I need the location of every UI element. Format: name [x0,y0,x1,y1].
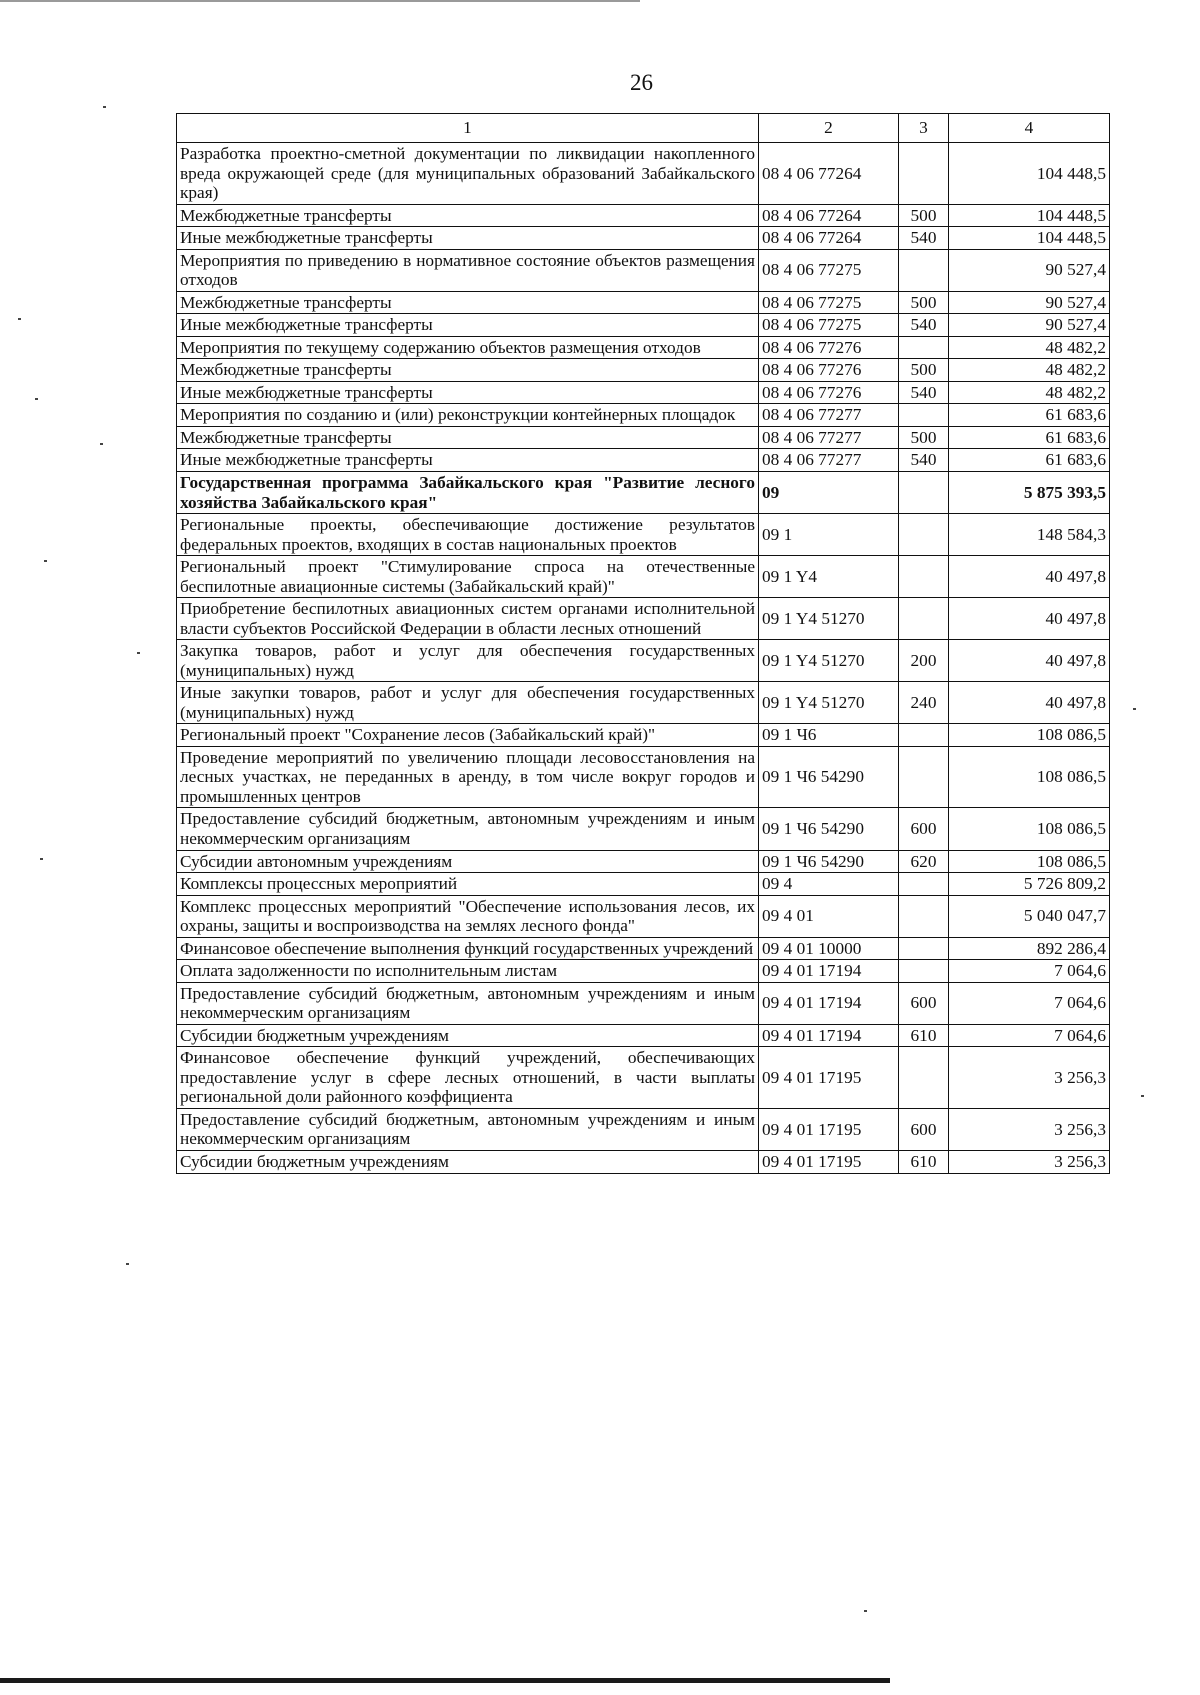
row-sum-cell: 108 086,5 [949,724,1110,747]
row-name-cell: Мероприятия по текущему содержанию объектов размещения отходов [177,336,759,359]
row-expense-type-cell: 540 [899,449,949,472]
scan-speck [1133,708,1136,710]
row-expense-type-cell: 500 [899,291,949,314]
row-sum-cell: 104 448,5 [949,227,1110,250]
scan-speck [35,398,38,400]
row-code-cell: 08 4 06 77277 [759,426,899,449]
table-row [177,314,1110,337]
table-row [177,556,1110,598]
row-name-cell: Проведение мероприятий по увеличению площади лесовосстановления на лесных участках, не переданных в аренду, в том числе вокруг городов и промышленных центров [177,746,759,808]
row-name-cell: Межбюджетные трансферты [177,291,759,314]
scan-speck [103,106,106,108]
row-sum-cell: 108 086,5 [949,746,1110,808]
table-row [177,960,1110,983]
row-name-cell: Региональный проект "Стимулирование спроса на отечественные беспилотные авиационные системы (Забайкальский край)" [177,556,759,598]
row-code-cell: 08 4 06 77275 [759,249,899,291]
row-code-cell: 08 4 06 77276 [759,359,899,382]
row-expense-type-cell: 240 [899,682,949,724]
row-sum-cell: 48 482,2 [949,336,1110,359]
table-row [177,746,1110,808]
row-code-cell: 08 4 06 77277 [759,404,899,427]
row-sum-cell: 90 527,4 [949,249,1110,291]
row-code-cell: 08 4 06 77264 [759,143,899,205]
row-name-cell: Региональные проекты, обеспечивающие достижение результатов федеральных проектов, входящих в состав национальных проектов [177,514,759,556]
row-sum-cell: 61 683,6 [949,449,1110,472]
table-header-row [177,114,1110,143]
table-row [177,1024,1110,1047]
scan-bottom-edge [0,1678,890,1683]
scan-speck [126,1263,129,1265]
row-expense-type-cell [899,404,949,427]
table-row [177,1108,1110,1150]
table-row [177,471,1110,513]
row-name-cell: Комплексы процессных мероприятий [177,873,759,896]
row-sum-cell: 5 726 809,2 [949,873,1110,896]
row-expense-type-cell: 610 [899,1150,949,1173]
column-header-expense-type: 3 [899,114,949,143]
row-sum-cell: 148 584,3 [949,514,1110,556]
row-name-cell: Предоставление субсидий бюджетным, автономным учреждениям и иным некоммерческим организациям [177,808,759,850]
row-code-cell: 09 1 Y4 51270 [759,598,899,640]
row-code-cell: 09 1 Ч6 54290 [759,746,899,808]
row-expense-type-cell: 540 [899,227,949,250]
row-code-cell: 09 1 Ч6 [759,724,899,747]
table-row [177,982,1110,1024]
row-expense-type-cell [899,598,949,640]
row-code-cell: 08 4 06 77276 [759,381,899,404]
table-row [177,937,1110,960]
budget-table [176,113,1110,1174]
row-expense-type-cell: 600 [899,808,949,850]
row-name-cell: Закупка товаров, работ и услуг для обеспечения государственных (муниципальных) нужд [177,640,759,682]
row-sum-cell: 7 064,6 [949,960,1110,983]
row-expense-type-cell: 540 [899,314,949,337]
row-code-cell: 09 4 01 17195 [759,1150,899,1173]
row-name-cell: Разработка проектно-сметной документации по ликвидации накопленного вреда окружающей среде (для муниципальных образований Забайкальского края) [177,143,759,205]
row-code-cell: 09 [759,471,899,513]
scan-speck [18,318,21,320]
row-name-cell: Субсидии автономным учреждениям [177,850,759,873]
row-code-cell: 09 4 01 17194 [759,960,899,983]
column-header-sum: 4 [949,114,1110,143]
row-expense-type-cell [899,471,949,513]
row-expense-type-cell [899,746,949,808]
row-name-cell: Субсидии бюджетным учреждениям [177,1024,759,1047]
row-code-cell: 09 1 Y4 51270 [759,682,899,724]
table-row [177,1150,1110,1173]
row-sum-cell: 40 497,8 [949,598,1110,640]
row-code-cell: 09 4 01 17194 [759,982,899,1024]
table-row [177,514,1110,556]
row-name-cell: Мероприятия по приведению в нормативное состояние объектов размещения отходов [177,249,759,291]
row-expense-type-cell [899,556,949,598]
row-expense-type-cell: 500 [899,359,949,382]
row-name-cell: Межбюджетные трансферты [177,359,759,382]
page-number: 26 [630,70,653,95]
row-name-cell: Субсидии бюджетным учреждениям [177,1150,759,1173]
scan-speck [137,652,140,654]
row-sum-cell: 892 286,4 [949,937,1110,960]
row-sum-cell: 40 497,8 [949,556,1110,598]
table-row [177,291,1110,314]
row-name-cell: Комплекс процессных мероприятий "Обеспечение использования лесов, их охраны, защиты и воспроизводства на землях лесного фонда" [177,895,759,937]
row-sum-cell: 5 875 393,5 [949,471,1110,513]
row-sum-cell: 5 040 047,7 [949,895,1110,937]
row-sum-cell: 3 256,3 [949,1108,1110,1150]
table-row [177,336,1110,359]
row-name-cell: Предоставление субсидий бюджетным, автономным учреждениям и иным некоммерческим организациям [177,1108,759,1150]
table-row [177,143,1110,205]
row-code-cell: 08 4 06 77264 [759,204,899,227]
row-name-cell: Иные межбюджетные трансферты [177,227,759,250]
row-name-cell: Иные межбюджетные трансферты [177,381,759,404]
row-code-cell: 09 4 01 17195 [759,1047,899,1109]
table-row [177,598,1110,640]
row-expense-type-cell [899,336,949,359]
scan-speck [100,443,103,445]
row-sum-cell: 104 448,5 [949,143,1110,205]
row-code-cell: 09 1 Ч6 54290 [759,808,899,850]
row-expense-type-cell: 600 [899,982,949,1024]
table-row [177,873,1110,896]
row-sum-cell: 61 683,6 [949,426,1110,449]
row-expense-type-cell: 620 [899,850,949,873]
row-code-cell: 09 1 [759,514,899,556]
row-code-cell: 08 4 06 77275 [759,314,899,337]
row-expense-type-cell: 540 [899,381,949,404]
row-code-cell: 09 1 Ч6 54290 [759,850,899,873]
row-name-cell: Региональный проект "Сохранение лесов (Забайкальский край)" [177,724,759,747]
row-sum-cell: 61 683,6 [949,404,1110,427]
row-expense-type-cell [899,937,949,960]
row-expense-type-cell: 200 [899,640,949,682]
table-row [177,449,1110,472]
row-expense-type-cell [899,143,949,205]
row-expense-type-cell: 600 [899,1108,949,1150]
row-sum-cell: 90 527,4 [949,314,1110,337]
table-row [177,359,1110,382]
row-code-cell: 09 1 Y4 [759,556,899,598]
row-expense-type-cell [899,1047,949,1109]
row-name-cell: Предоставление субсидий бюджетным, автономным учреждениям и иным некоммерческим организациям [177,982,759,1024]
scan-top-edge [0,0,640,2]
row-expense-type-cell [899,249,949,291]
row-code-cell: 08 4 06 77276 [759,336,899,359]
table-row [177,204,1110,227]
row-sum-cell: 90 527,4 [949,291,1110,314]
row-code-cell: 09 4 01 [759,895,899,937]
row-name-cell: Межбюджетные трансферты [177,426,759,449]
row-name-cell: Иные межбюджетные трансферты [177,314,759,337]
scan-speck [40,858,43,860]
row-name-cell: Финансовое обеспечение выполнения функций государственных учреждений [177,937,759,960]
row-sum-cell: 108 086,5 [949,808,1110,850]
row-code-cell: 09 1 Y4 51270 [759,640,899,682]
row-expense-type-cell: 610 [899,1024,949,1047]
row-code-cell: 09 4 01 17195 [759,1108,899,1150]
row-name-cell: Мероприятия по созданию и (или) реконструкции контейнерных площадок [177,404,759,427]
table-row [177,724,1110,747]
row-expense-type-cell [899,895,949,937]
row-code-cell: 09 4 01 17194 [759,1024,899,1047]
table-row [177,426,1110,449]
row-expense-type-cell [899,960,949,983]
row-sum-cell: 7 064,6 [949,1024,1110,1047]
row-name-cell: Государственная программа Забайкальского края "Развитие лесного хозяйства Забайкальского края" [177,471,759,513]
table-row [177,808,1110,850]
row-code-cell: 08 4 06 77275 [759,291,899,314]
row-sum-cell: 3 256,3 [949,1150,1110,1173]
row-name-cell: Приобретение беспилотных авиационных систем органами исполнительной власти субъектов Российской Федерации в области лесных отношений [177,598,759,640]
row-name-cell: Финансовое обеспечение функций учреждений, обеспечивающих предоставление услуг в сфере лесных отношений, в части выплаты региональной доли районного коэффициента [177,1047,759,1109]
column-header-code: 2 [759,114,899,143]
table-body [177,143,1110,1174]
row-expense-type-cell [899,514,949,556]
scan-speck [44,560,47,562]
row-code-cell: 09 4 [759,873,899,896]
row-name-cell: Иные межбюджетные трансферты [177,449,759,472]
table-row [177,1047,1110,1109]
row-sum-cell: 40 497,8 [949,682,1110,724]
table-row [177,895,1110,937]
table-row [177,850,1110,873]
row-sum-cell: 108 086,5 [949,850,1110,873]
row-sum-cell: 104 448,5 [949,204,1110,227]
row-name-cell: Оплата задолженности по исполнительным листам [177,960,759,983]
row-name-cell: Межбюджетные трансферты [177,204,759,227]
scan-speck [864,1610,867,1612]
row-code-cell: 08 4 06 77264 [759,227,899,250]
row-expense-type-cell [899,724,949,747]
table-row [177,249,1110,291]
scan-speck [1141,1095,1144,1097]
row-sum-cell: 40 497,8 [949,640,1110,682]
row-sum-cell: 7 064,6 [949,982,1110,1024]
row-sum-cell: 48 482,2 [949,381,1110,404]
row-expense-type-cell [899,873,949,896]
table-row [177,640,1110,682]
table-row [177,404,1110,427]
row-name-cell: Иные закупки товаров, работ и услуг для обеспечения государственных (муниципальных) нужд [177,682,759,724]
row-expense-type-cell: 500 [899,426,949,449]
row-code-cell: 08 4 06 77277 [759,449,899,472]
table-row [177,381,1110,404]
row-sum-cell: 48 482,2 [949,359,1110,382]
column-header-name: 1 [177,114,759,143]
row-expense-type-cell: 500 [899,204,949,227]
table-row [177,227,1110,250]
row-sum-cell: 3 256,3 [949,1047,1110,1109]
row-code-cell: 09 4 01 10000 [759,937,899,960]
table-row [177,682,1110,724]
